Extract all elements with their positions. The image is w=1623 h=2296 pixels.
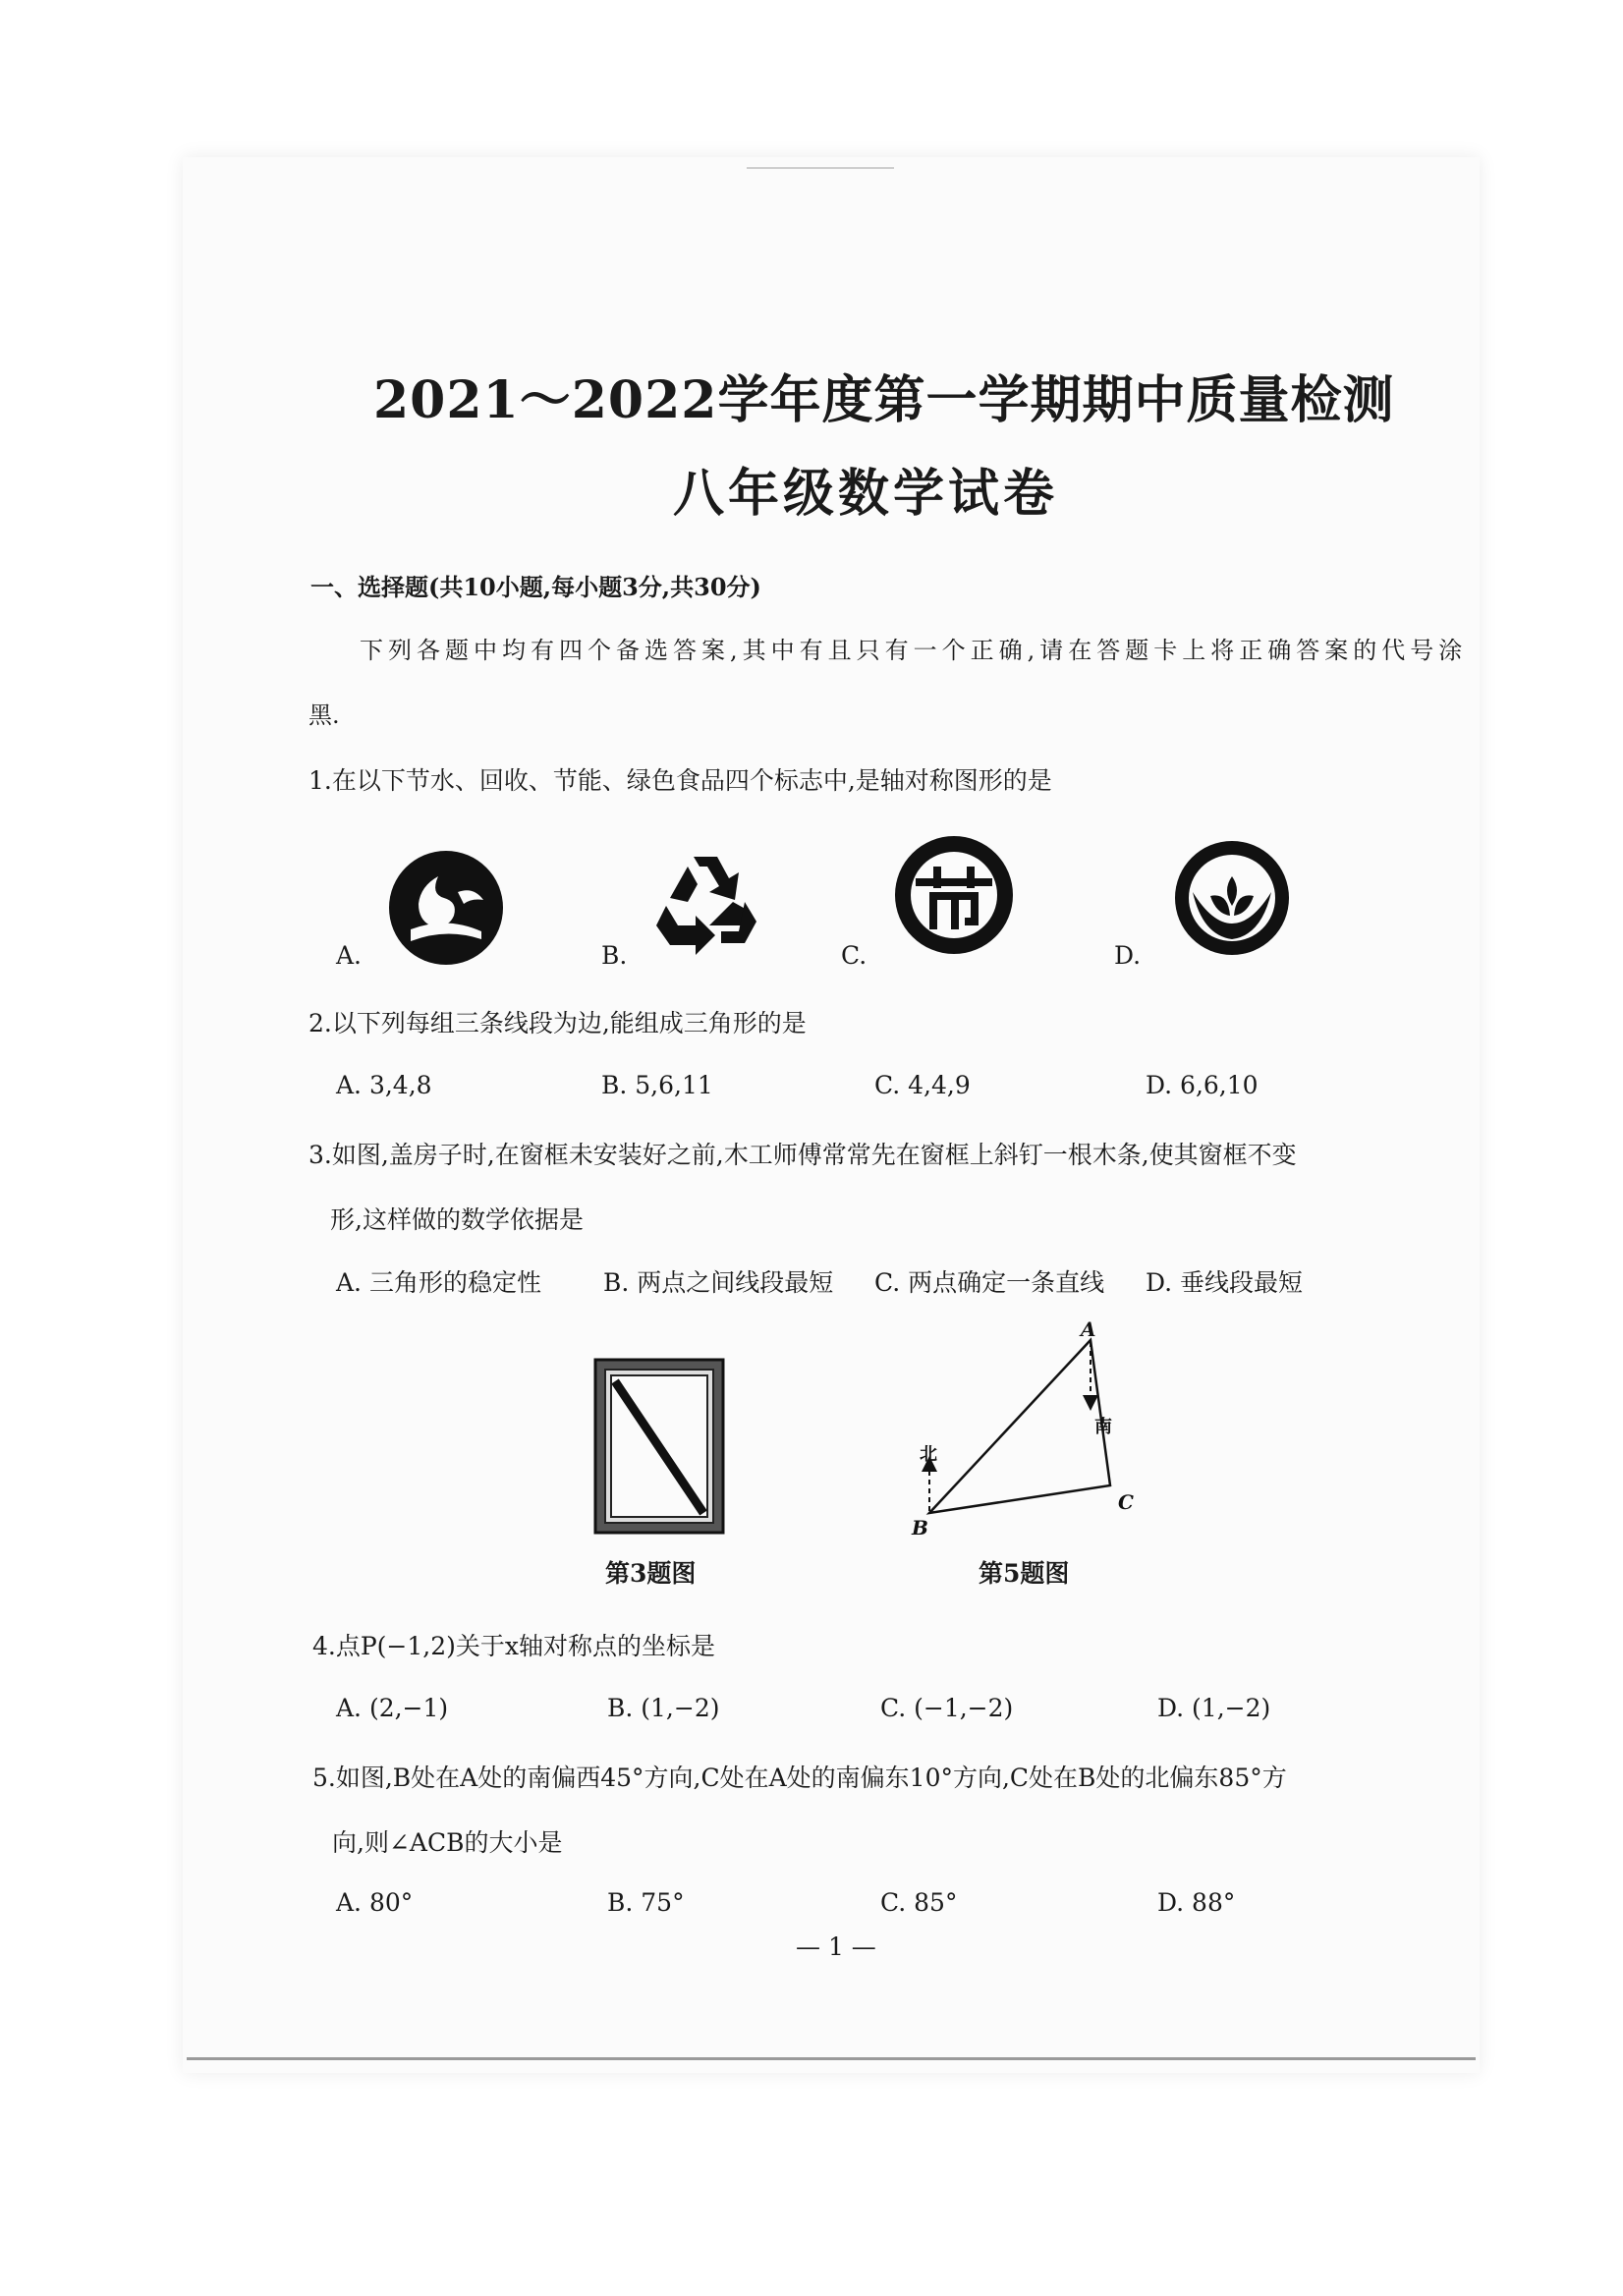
section-heading: 一、选择题(共10小题,每小题3分,共30分)	[310, 573, 761, 601]
question-2-stem: 2.以下列每组三条线段为边,能组成三角形的是	[308, 1009, 807, 1037]
q3-option-d[interactable]: D. 垂线段最短	[1146, 1268, 1304, 1297]
q1-option-b[interactable]: B.	[601, 941, 628, 970]
scan-edge-top	[747, 167, 894, 169]
q2-option-d[interactable]: D. 6,6,10	[1146, 1071, 1259, 1099]
question-5-stem: 5.如图,B处在A处的南偏西45°方向,C处在A处的南偏东10°方向,C处在B处的北偏东85°方	[312, 1764, 1287, 1792]
q1-option-d[interactable]: D.	[1114, 941, 1142, 970]
exam-title: 2021～2022学年度第一学期期中质量检测	[373, 370, 1395, 430]
q5-option-a[interactable]: A. 80°	[336, 1888, 414, 1917]
recycle-logo-icon	[648, 843, 762, 957]
question-1-stem: 1.在以下节水、回收、节能、绿色食品四个标志中,是轴对称图形的是	[308, 766, 1052, 795]
q4-option-a[interactable]: A. (2,−1)	[336, 1694, 449, 1722]
point-c-label: C	[1118, 1490, 1134, 1514]
q2-option-c[interactable]: C. 4,4,9	[874, 1071, 971, 1099]
south-label: 南	[1094, 1417, 1112, 1437]
water-saving-logo-icon	[385, 847, 507, 969]
q5-option-c[interactable]: C. 85°	[880, 1888, 958, 1917]
q4-option-b[interactable]: B. (1,−2)	[607, 1694, 720, 1722]
question-3-stem: 3.如图,盖房子时,在窗框未安装好之前,木工师傅常常先在窗框上斜钉一根木条,使其窗框不变	[308, 1141, 1297, 1169]
q5-option-d[interactable]: D. 88°	[1157, 1888, 1236, 1917]
figure-5-caption: 第5题图	[979, 1559, 1070, 1588]
q5-option-b[interactable]: B. 75°	[607, 1888, 685, 1917]
direction-triangle-figure	[884, 1316, 1159, 1552]
window-frame-figure	[593, 1358, 725, 1535]
q1-option-a[interactable]: A.	[336, 941, 363, 970]
q2-option-b[interactable]: B. 5,6,11	[601, 1071, 713, 1099]
question-4-stem: 4.点P(−1,2)关于x轴对称点的坐标是	[312, 1632, 715, 1660]
q4-option-c[interactable]: C. (−1,−2)	[880, 1694, 1014, 1722]
q3-option-a[interactable]: A. 三角形的稳定性	[336, 1268, 541, 1297]
page-number: — 1 —	[796, 1932, 876, 1961]
point-b-label: B	[912, 1516, 928, 1540]
section-instruction-cont: 黑.	[308, 701, 340, 729]
question-3-stem-cont: 形,这样做的数学依据是	[330, 1205, 584, 1234]
figure-3-caption: 第3题图	[605, 1559, 697, 1588]
q3-option-b[interactable]: B. 两点之间线段最短	[603, 1268, 834, 1297]
north-label: 北	[920, 1444, 937, 1465]
section-instruction: 下列各题中均有四个备选答案,其中有且只有一个正确,请在答题卡上将正确答案的代号涂	[360, 637, 1468, 664]
q2-option-a[interactable]: A. 3,4,8	[336, 1071, 432, 1099]
q1-option-c[interactable]: C.	[841, 941, 867, 970]
question-5-stem-cont: 向,则∠ACB的大小是	[332, 1828, 563, 1857]
energy-saving-logo-icon	[890, 831, 1018, 959]
q4-option-d[interactable]: D. (1,−2)	[1157, 1694, 1271, 1722]
green-food-logo-icon	[1171, 837, 1293, 959]
point-a-label: A	[1081, 1317, 1096, 1341]
exam-subtitle: 八年级数学试卷	[673, 464, 1059, 524]
q3-option-c[interactable]: C. 两点确定一条直线	[874, 1268, 1105, 1297]
scan-edge-bottom	[187, 2057, 1476, 2060]
